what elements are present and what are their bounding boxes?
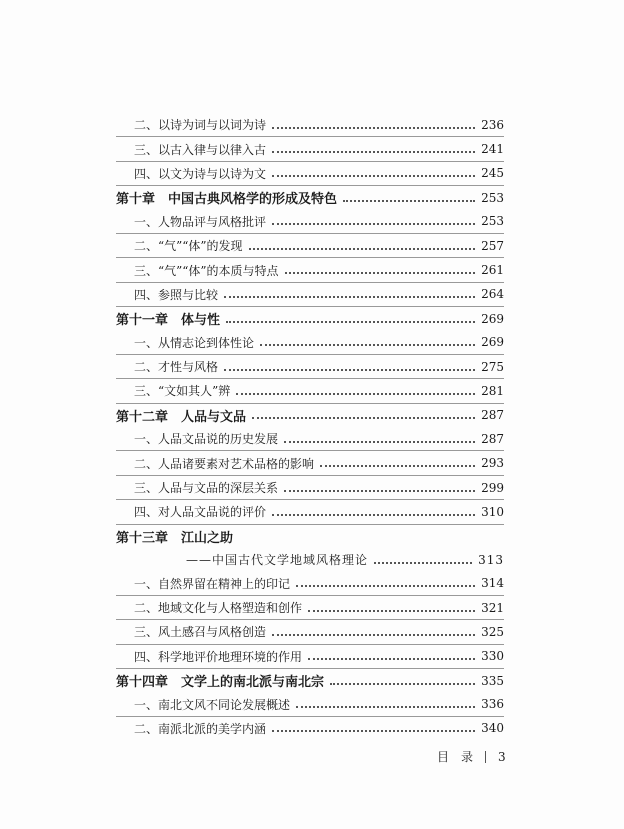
toc-entry-title: 四、参照与比较: [134, 287, 219, 302]
toc-entry-page-number: 287: [481, 431, 504, 446]
dot-leader: [272, 175, 475, 177]
toc-entry-title: 四、以文为诗与以诗为文: [134, 166, 267, 181]
toc-section-entry[interactable]: [116, 331, 504, 354]
dot-leader: [284, 441, 475, 443]
toc-chapter-entry[interactable]: [116, 669, 504, 692]
toc-entry-title: 四、科学地评价地理环境的作用: [134, 649, 303, 664]
dot-leader: [272, 634, 475, 636]
toc-entry-title: 三、人品与文品的深层关系: [134, 481, 279, 496]
toc-entry-page-number: 314: [481, 576, 504, 591]
toc-entry-title: 第十三章 江山之助: [116, 530, 234, 546]
toc-entry-title: 二、“气”“体”的发现: [134, 239, 243, 254]
dot-leader: [285, 272, 476, 274]
toc-entry-title: 二、以诗为词与以词为诗: [134, 118, 267, 133]
toc-entry-title: 一、人物品评与风格批评: [134, 214, 267, 229]
toc-entry-title: 第十四章 文学上的南北派与南北宗: [116, 675, 325, 691]
toc-section-entry[interactable]: [116, 500, 504, 523]
dot-leader: [272, 151, 475, 153]
toc-entry-title: 四、对人品文品说的评价: [134, 505, 267, 520]
toc-entry-page-number: 253: [481, 190, 504, 205]
toc-entry-page-number: 293: [481, 456, 504, 471]
dot-leader: [308, 658, 475, 660]
toc-section-entry[interactable]: [116, 620, 504, 643]
toc-entry-page-number: 281: [481, 383, 504, 398]
footer-label: 目 录: [437, 750, 474, 764]
dot-leader: [252, 417, 475, 419]
toc-entry-page-number: 275: [481, 359, 504, 374]
toc-entry-page-number: 340: [481, 721, 504, 736]
dot-leader: [249, 248, 476, 250]
toc-entry-page-number: 269: [481, 311, 504, 326]
toc-chapter-entry[interactable]: [116, 307, 504, 330]
toc-entry-title: 第十章 中国古典风格学的形成及特色: [116, 192, 338, 208]
toc-entry-title: ——中国古代文学地域风格理论: [186, 553, 369, 568]
toc-entry-title: 一、南北文风不同论发展概述: [134, 697, 291, 712]
toc-entry-page-number: 310: [481, 504, 504, 519]
toc-section-entry[interactable]: [116, 234, 504, 257]
toc-entry-title: 二、地域文化与人格塑造和创作: [134, 601, 303, 615]
toc-section-entry[interactable]: [116, 137, 504, 160]
dot-leader: [296, 706, 475, 708]
toc-entry-page-number: 335: [481, 673, 504, 688]
dot-leader: [224, 296, 475, 298]
toc-entry-page-number: 321: [481, 600, 504, 615]
toc-entry-title: 二、南派北派的美学内涵: [134, 721, 267, 736]
toc-entry-page-number: 253: [481, 214, 504, 229]
toc-entry-page-number: 336: [481, 697, 504, 712]
dot-leader: [296, 585, 475, 587]
footer-divider: [485, 751, 486, 763]
toc-entry-page-number: 269: [481, 335, 504, 350]
toc-entry-title: 三、风土感召与风格创造: [134, 625, 267, 640]
toc-chapter-entry[interactable]: [116, 525, 504, 548]
dot-leader: [320, 465, 475, 467]
toc-chapter-entry[interactable]: [116, 186, 504, 209]
dot-leader: [224, 369, 475, 371]
toc-section-entry[interactable]: [116, 379, 504, 402]
toc-entry-title: 二、人品诸要素对艺术品格的影响: [134, 456, 315, 471]
table-of-contents: [116, 113, 504, 740]
toc-section-entry[interactable]: [116, 258, 504, 281]
toc-section-entry[interactable]: [116, 162, 504, 185]
toc-entry-title: 二、才性与风格: [134, 360, 219, 375]
footer-page-number: 3: [498, 749, 506, 764]
toc-entry-page-number: 236: [481, 117, 504, 132]
dot-leader: [374, 562, 472, 564]
dot-leader: [226, 321, 475, 323]
toc-entry-page-number: 313: [478, 552, 504, 567]
toc-section-entry[interactable]: [116, 427, 504, 450]
toc-entry-page-number: 330: [481, 649, 504, 664]
toc-entry-title: 三、“文如其人”辨: [134, 384, 231, 399]
toc-entry-page-number: 325: [481, 624, 504, 639]
dot-leader: [343, 200, 475, 202]
toc-entry-page-number: 287: [481, 408, 504, 423]
dot-leader: [272, 730, 475, 732]
toc-entry-title: 第十二章 人品与文品: [116, 409, 247, 425]
toc-entry-page-number: 264: [481, 287, 504, 302]
toc-section-entry[interactable]: [116, 596, 504, 619]
toc-section-entry[interactable]: [116, 571, 504, 594]
toc-entry-title: 一、从情志论到体性论: [134, 335, 255, 350]
toc-chapter-entry[interactable]: [116, 404, 504, 427]
toc-entry-title: 第十一章 体与性: [116, 313, 221, 329]
dot-leader: [272, 514, 475, 516]
page-footer: [437, 748, 506, 765]
toc-entry-title: 一、人品文品说的历史发展: [134, 432, 279, 447]
toc-section-entry[interactable]: [116, 451, 504, 474]
toc-entry-title: 一、自然界留在精神上的印记: [134, 576, 291, 591]
toc-section-entry[interactable]: [116, 476, 504, 499]
dot-leader: [236, 393, 475, 395]
toc-section-entry[interactable]: [116, 645, 504, 668]
toc-entry-title: 三、“气”“体”的本质与特点: [134, 263, 279, 278]
toc-entry-page-number: 299: [481, 480, 504, 495]
toc-entry-page-number: 245: [481, 166, 504, 181]
dot-leader: [260, 344, 475, 346]
toc-section-entry[interactable]: [116, 717, 504, 740]
toc-entry-page-number: 261: [481, 263, 504, 278]
dot-leader: [330, 683, 475, 685]
dot-leader: [284, 490, 475, 492]
toc-section-entry[interactable]: [116, 283, 504, 306]
dot-leader: [308, 610, 475, 612]
toc-section-entry[interactable]: [116, 355, 504, 378]
dot-leader: [272, 223, 475, 225]
toc-subtitle-entry[interactable]: [116, 548, 504, 571]
toc-entry-title: 三、以古入律与以律入古: [134, 142, 267, 157]
toc-entry-page-number: 257: [481, 238, 504, 253]
dot-leader: [272, 127, 475, 129]
toc-entry-page-number: 241: [481, 142, 504, 157]
toc-section-entry[interactable]: [116, 692, 504, 715]
toc-section-entry[interactable]: [116, 210, 504, 233]
toc-section-entry[interactable]: [116, 113, 504, 136]
